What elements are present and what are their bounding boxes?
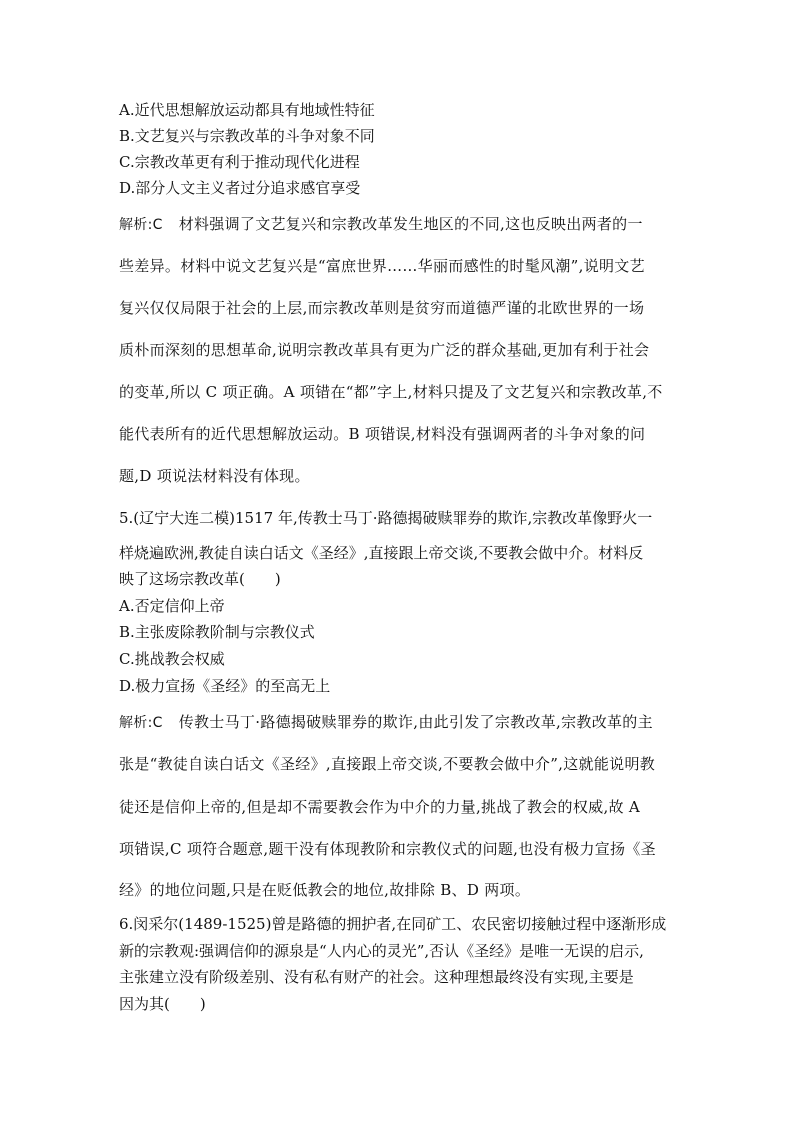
q5-option-a: A.否定信仰上帝 (119, 597, 225, 615)
q4-analysis-line-4: 质朴而深刻的思想革命,说明宗教改革具有更为广泛的群众基础,更加有利于社会 (119, 341, 650, 359)
q5-analysis-line-1 (119, 712, 653, 733)
q6-stem-line-3: 主张建立没有阶级差别、没有私有财产的社会。这种理想最终没有实现,主要是 (119, 968, 634, 986)
q4-analysis-label: 解析:C (119, 217, 163, 233)
q4-analysis-text-1: 材料强调了文艺复兴和宗教改革发生地区的不同,这也反映出两者的一 (178, 215, 643, 233)
q5-analysis-line-5: 经》的地位问题,只是在贬低教会的地位,故排除 B、D 两项。 (119, 881, 531, 899)
q5-stem-line-3: 映了这场宗教改革( ) (119, 570, 281, 588)
q4-analysis-line-3: 复兴仅仅局限于社会的上层,而宗教改革则是贫穷而道德严谨的北欧世界的一场 (119, 299, 645, 317)
q4-option-a: A.近代思想解放运动都具有地域性特征 (119, 101, 375, 119)
q5-option-d: D.极力宣扬《圣经》的至高无上 (119, 677, 331, 695)
q4-analysis-line-7: 题,D 项说法材料没有体现。 (119, 467, 310, 485)
q5-option-b: B.主张废除教阶制与宗教仪式 (119, 623, 315, 641)
q6-stem-line-4: 因为其( ) (119, 995, 206, 1013)
q5-analysis-text-1: 传教士马丁·路德揭破赎罪券的欺诈,由此引发了宗教改革,宗教改革的主 (178, 713, 653, 731)
q4-option-c: C.宗教改革更有利于推动现代化进程 (119, 153, 360, 171)
q4-analysis-line-1 (119, 214, 643, 235)
q5-analysis-line-4: 项错误,C 项符合题意,题干没有体现教阶和宗教仪式的问题,也没有极力宣扬《圣 (119, 840, 656, 858)
q4-option-b: B.文艺复兴与宗教改革的斗争对象不同 (119, 127, 375, 145)
q4-analysis-line-5: 的变革,所以 C 项正确。A 项错在“都”字上,材料只提及了文艺复兴和宗教改革,不 (119, 383, 663, 401)
q5-analysis-line-2: 张是“教徒自读白话文《圣经》,直接跟上帝交谈,不要教会做中介”,这就能说明教 (119, 755, 656, 773)
q4-option-d: D.部分人文主义者过分追求感官享受 (119, 179, 361, 197)
q5-analysis-line-3: 徒还是信仰上帝的,但是却不需要教会作为中介的力量,挑战了教会的权威,故 A (119, 798, 641, 816)
q5-stem-line-1: 5.(辽宁大连二模)1517 年,传教士马丁·路德揭破赎罪券的欺诈,宗教改革像野火一 (119, 509, 653, 527)
q5-analysis-label: 解析:C (119, 715, 163, 731)
q4-analysis-line-2: 些差异。材料中说文艺复兴是“富庶世界……华丽而感性的时髦风潮”,说明文艺 (119, 257, 645, 275)
q4-analysis-line-6: 能代表所有的近代思想解放运动。B 项错误,材料没有强调两者的斗争对象的问 (119, 425, 646, 443)
q5-option-c: C.挑战教会权威 (119, 650, 225, 668)
q6-stem-line-2: 新的宗教观:强调信仰的源泉是“人内心的灵光”,否认《圣经》是唯一无误的启示, (119, 942, 644, 960)
q5-stem-line-2: 样烧遍欧洲,教徒自读白话文《圣经》,直接跟上帝交谈,不要教会做中介。材料反 (119, 544, 644, 562)
q6-stem-line-1: 6.闵采尔(1489-1525)曾是路德的拥护者,在同矿工、农民密切接触过程中逐渐形成 (119, 915, 667, 933)
